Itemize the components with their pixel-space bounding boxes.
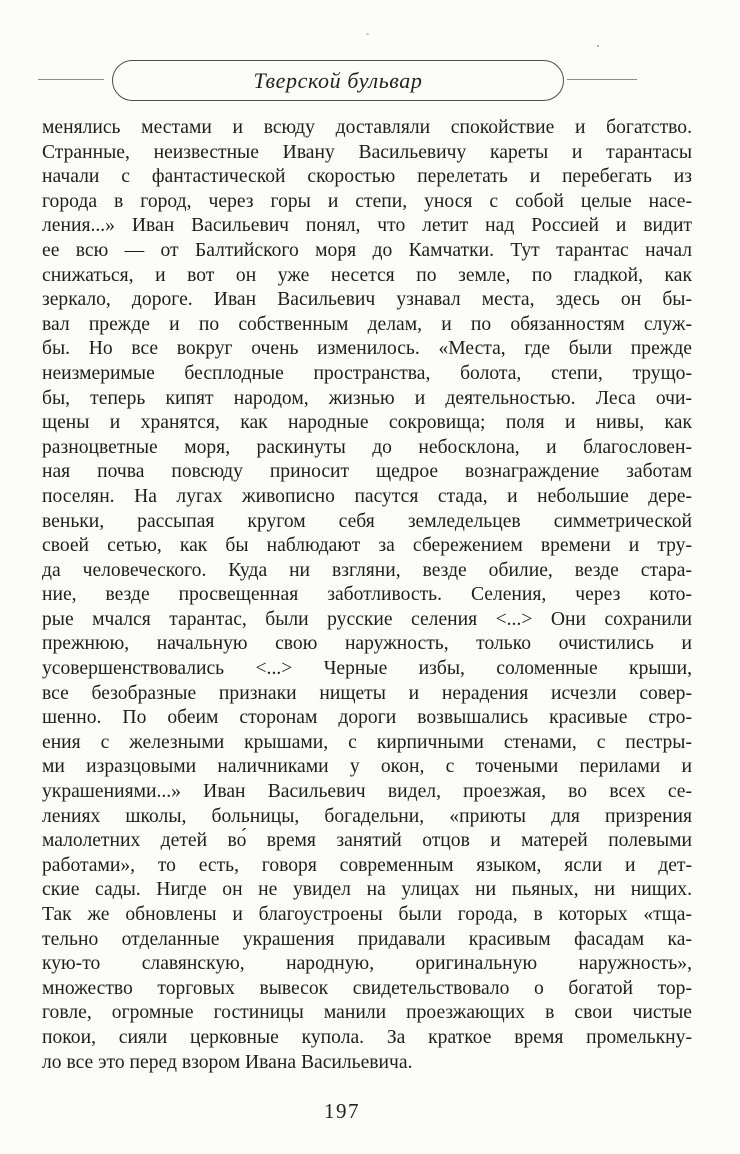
text-line: говле, огромные гостиницы манили проезжающих в свои чистые [42, 1002, 692, 1024]
text-line: веньки, рассыпая кругом себя земледельцев симметрической [42, 510, 692, 532]
text-line: украшениями...» Иван Васильевич видел, проезжая, во всех се- [42, 781, 692, 803]
text-line: да человеческого. Куда ни взгляни, везде обилие, везде стара- [42, 559, 692, 581]
text-line: прежнюю, начальную свою наружность, только очистились и [42, 633, 692, 655]
text-line: все безобразные признаки нищеты и нерадения исчезли совер- [42, 682, 692, 704]
text-line: ная почва повсюду приносит щедрое вознаграждение заботам [42, 461, 692, 483]
text-line: кую-то славянскую, народную, оригинальную наружность», [42, 953, 692, 975]
text-line: снижаться, и вот он уже несется по земле, по гладкой, как [42, 264, 692, 286]
text-line: ские сады. Нигде он не увидел на улицах ни пьяных, ни нищих. [42, 879, 692, 901]
scan-artifact [597, 45, 599, 47]
text-line: работами», то есть, говоря современным языком, ясли и дет- [42, 854, 692, 876]
text-line: бы, теперь кипят народом, жизнью и деятельностью. Леса очи- [42, 387, 692, 409]
text-line: ние, везде просвещенная заботливость. Селения, через кото- [42, 584, 692, 606]
text-line: ления...» Иван Васильевич понял, что летит над Россией и видит [42, 215, 692, 237]
text-line: зеркало, дороге. Иван Васильевич узнавал места, здесь он бы- [42, 289, 692, 311]
text-line: ло все это перед взором Ивана Васильевича. [42, 1051, 413, 1073]
text-line: неизмеримые бесплодные пространства, болота, степи, трущо- [42, 362, 692, 384]
page-number: 197 [324, 1099, 360, 1123]
text-line: начали с фантастической скоростью перелетать и перебегать из [42, 166, 692, 188]
text-line: щены и хранятся, как народные сокровища; поля и нивы, как [42, 412, 692, 434]
text-line: бы. Но все вокруг очень изменилось. «Места, где были прежде [42, 338, 692, 360]
text-line: множество торговых вывесок свидетельствовало о богатой тор- [42, 977, 692, 999]
header-rule-left [38, 79, 104, 80]
text-line: своей сетью, как бы наблюдают за сбережением времени и тру- [42, 535, 692, 557]
text-line: вал прежде и по собственным делам, и по обязанностям служ- [42, 313, 692, 335]
text-line: ми изразцовыми наличниками у окон, с точеными перилами и [42, 756, 692, 778]
text-line: усовершенствовались <...> Черные избы, соломенные крыши, [42, 658, 692, 680]
text-line: рые мчался тарантас, были русские селения <...> Они сохранили [42, 608, 692, 630]
text-line: поселян. На лугах живописно пасутся стада, и небольшие дере- [42, 485, 692, 507]
text-line: города в город, через горы и степи, унося с собой целые насе- [42, 190, 692, 212]
text-line: ения с железными крышами, с кирпичными стенами, с пестры- [42, 731, 692, 753]
chapter-title-frame [112, 60, 564, 101]
header-rule-right [567, 79, 637, 80]
text-line: Так же обновлены и благоустроены были города, в которых «тща- [42, 904, 692, 925]
text-line: Странные, неизвестные Ивану Васильевичу кареты и тарантасы [42, 141, 692, 163]
text-line: шенно. По обеим сторонам дороги возвышались красивые стро- [42, 707, 692, 729]
chapter-title: Тверской бульвар [253, 67, 423, 93]
body-text [42, 116, 692, 1075]
scan-artifact [366, 33, 369, 35]
text-line: тельно отделанные украшения придавали красивым фасадам ка- [42, 928, 692, 950]
text-line: разноцветные моря, раскинуты до небосклона, и благословен- [42, 436, 692, 458]
text-line: лениях школы, больницы, богадельни, «приюты для призрения [42, 805, 692, 827]
text-line: покои, сияли церковные купола. За краткое время промелькну- [42, 1026, 692, 1048]
text-line: малолетних детей во́ время занятий отцов и матерей полевыми [42, 830, 692, 852]
running-head [0, 0, 740, 115]
text-line: ее всю — от Балтийского моря до Камчатки. Тут тарантас начал [42, 239, 692, 261]
text-line: менялись местами и всюду доставляли спокойствие и богатство. [42, 117, 692, 138]
